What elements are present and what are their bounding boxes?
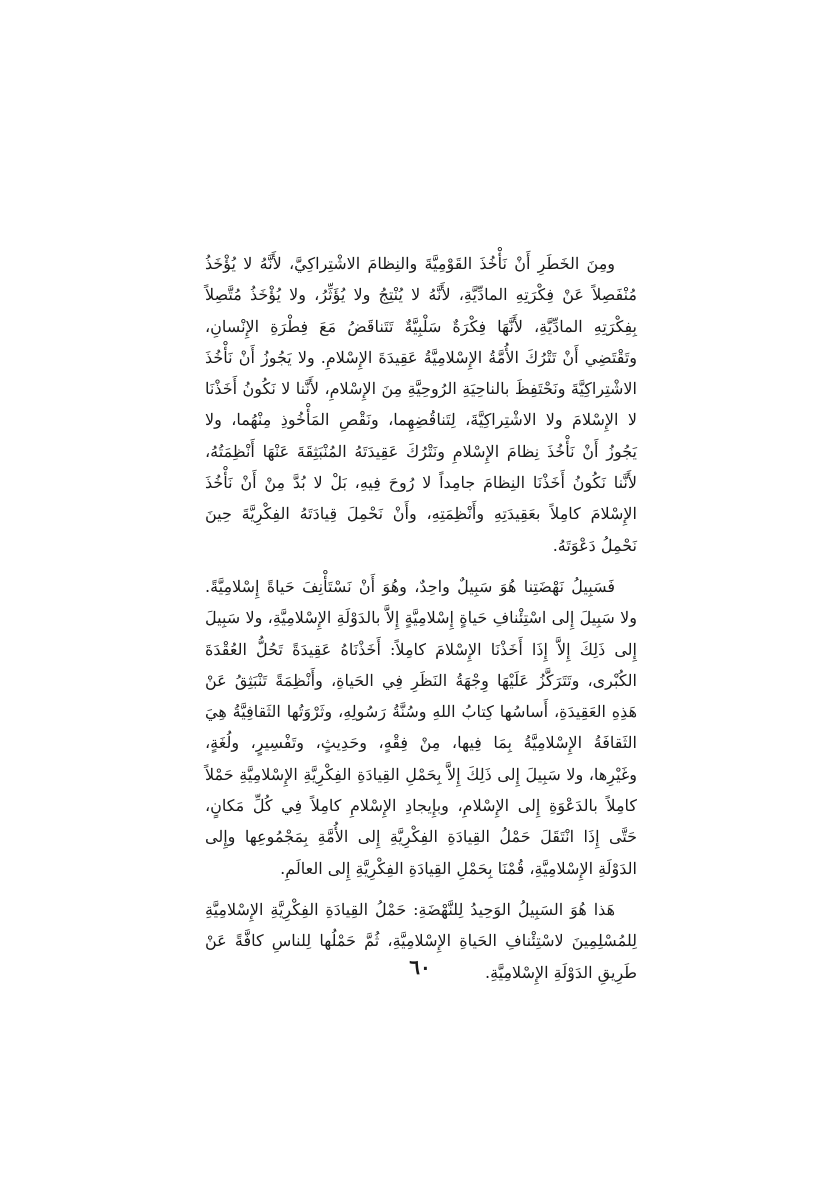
- page-number: ٦٠: [409, 955, 431, 979]
- paragraph-2: فَسَبِيلُ نَهْضَتِنا هُوَ سَبِيلٌ واحِدٌ، وهُوَ أَنْ نَسْتَأْنِفَ حَياةً إِسْلامِيَّةً. ولا سَبِيلَ إِلى اسْتِئْنافِ حَياةٍ إِسْلامِيَّةٍ إِلاَّ بالدَوْلَةِ الإِسْلامِيَّةِ، ولا سَبِيلَ إِلى ذَلِكَ إِلاَّ إِذَا أَخَذْنَا الإِسْلامَ كامِلاً: أَخَذْنَاهُ عَقِيدَةً تَحُلُّ العُقْدَةَ الكُبْرى، وتَتَرَكَّزُ عَلَيْهَا وِجْهَةُ النَظَرِ فِي الحَياةِ، وأَنْظِمَةً تَنْبَثِقُ عَنْ هَذِهِ العَقِيدَةِ، أَساسُها كِتابُ اللهِ وسُنَّةُ رَسُولِهِ، وثَرْوَتُها الثَقافِيَّةُ هِيَ الثَقافَةُ الإِسْلامِيَّةُ بِمَا فِيها، مِنْ فِقْهٍ، وحَدِيثٍ، وتَفْسِيرٍ، ولُغَةٍ، وغَيْرِها، ولا سَبِيلَ إِلى ذَلِكَ إِلاَّ بِحَمْلِ القِيادَةِ الفِكْرِيَّةِ الإِسْلامِيَّةِ حَمْلاً كامِلاً بالدَعْوَةِ إِلى الإِسْلامِ، وبإِيجادِ الإِسْلامِ كامِلاً فِي كُلِّ مَكانٍ، حَتَّى إِذَا انْتَقَلَ حَمْلُ القِيادَةِ الفِكْرِيَّةِ إِلى الأُمَّةِ بِمَجْمُوعِها وإِلى الدَوْلَةِ الإِسْلامِيَّةِ، قُمْنَا بِحَمْلِ القِيادَةِ الفِكْرِيَّةِ إِلى العالَمِ.: [205, 576, 638, 878]
- paragraph-3: هَذا هُوَ السَبِيلُ الوَحِيدُ لِلنَّهْضَةِ: حَمْلُ القِيادَةِ الفِكْرِيَّةِ الإِسْلامِيَّةِ لِلمُسْلِمِينَ لاسْتِئْنافِ الحَياةِ الإِسْلامِيَّةِ، ثُمَّ حَمْلُها لِلناسِ كافَّةً عَنْ طَرِيقِ الدَوْلَةِ الإِسْلامِيَّةِ.: [205, 899, 637, 982]
- paragraph-1: ومِنَ الخَطَرِ أَنْ نَأْخُذَ القَوْمِيَّةَ والنِظامَ الاشْتِراكِيَّ، لأَنَّهُ لا يُؤْخَذُ مُنْفَصِلاً عَنْ فِكْرَتِهِ المادِّيَّةِ، لأَنَّهُ لا يُنْتِجُ ولا يُؤَثِّرُ، ولا يُؤْخَذُ مُتَّصِلاً بِفِكْرَتِهِ المادِّيَّةِ، لأَنَّهَا فِكْرَةٌ سَلْبِيَّةٌ تَتَناقَضُ مَعَ فِطْرَةِ الإِنْسانِ، وتَقْتَضِي أَنْ تَتْرُكَ الأُمَّةُ الإِسْلامِيَّةُ عَقِيدَةَ الإِسْلامِ. ولا يَجُوزُ أَنْ نَأْخُذَ الاشْتِراكِيَّةَ ونَحْتَفِظَ بالناحِيَةِ الرُوحِيَّةِ مِنَ الإِسْلامِ، لأَنَّنا لا نَكُونُ أَخَذْنَا لا الإِسْلامَ ولا الاشْتِراكِيَّةَ، لِتَناقُضِهِما، ونَقْصِ المَأْخُوذِ مِنْهُما، ولا يَجُوزُ أَنْ نَأْخُذَ نِظامَ الإِسْلامِ ونَتْرُكَ عَقِيدَتَهُ المُنْبَثِقَةَ عَنْهَا أَنْظِمَتُهُ، لأَنَّنا نَكُونُ أَخَذْنَا النِظامَ جامِداً لا رُوحَ فِيهِ، بَلْ لا بُدَّ مِنْ أَنْ نَأْخُذَ الإِسْلامَ كامِلاً بعَقِيدَتِهِ وأَنْظِمَتِهِ، وأَنْ نَحْمِلَ قِيادَتَهُ الفِكْرِيَّةَ حِينَ نَحْمِلُ دَعْوَتَهُ.: [205, 254, 637, 555]
- body-text: [205, 248, 637, 998]
